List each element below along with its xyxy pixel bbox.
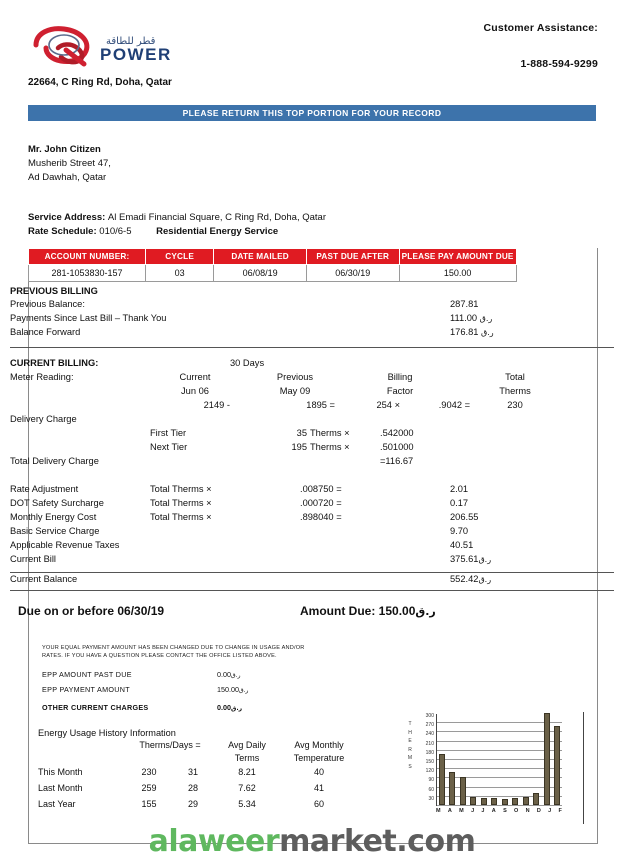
qatar-power-logo [28, 24, 193, 70]
meter-heading-row-1 [10, 372, 614, 386]
balance-forward-label: Balance Forward [10, 327, 81, 337]
th-amount-due: PLEASE PAY AMOUNT DUE [399, 249, 516, 265]
rate-adjustment-basis: Total Therms × [150, 484, 212, 494]
chart-y-tick: 150 [425, 759, 434, 765]
chart-y-axis-title-char: H [408, 729, 412, 736]
rate-adjustment-amount: 2.01 [450, 484, 469, 494]
epp-past-due-row [42, 670, 312, 685]
chart-y-axis-title-char: R [408, 746, 412, 753]
current-bill-amount [450, 554, 491, 564]
current-balance-currency: ر.ق [478, 575, 492, 584]
usage-col-avg-monthly: Avg Monthly [294, 740, 344, 750]
basic-service-label: Basic Service Charge [10, 526, 100, 536]
rate-schedule-description: Residential Energy Service [156, 226, 279, 237]
epp-notice-block [42, 644, 312, 660]
other-charges-amount: 0.00 [217, 703, 231, 712]
charge-row-monthly-energy-cost [10, 512, 614, 526]
charge-row-dot-safety-surcharge [10, 498, 614, 512]
meter-billing-factor: .9042 = [438, 400, 470, 410]
amount-due-currency: ر.ق [415, 605, 436, 618]
current-bill-label: Current Bill [10, 554, 56, 564]
chart-bar [512, 798, 518, 805]
customer-street: Musherib Street 47, [28, 158, 111, 169]
chart-y-tick: 60 [428, 786, 434, 793]
first-tier-row [10, 428, 614, 442]
current-balance-amount [450, 574, 491, 584]
payments-currency: ر.ق [479, 314, 493, 323]
meter-heading-row-2 [10, 386, 614, 400]
epp-payment-value [217, 685, 248, 694]
usage-col-temperature: Temperature [293, 753, 345, 763]
chart-gridline [437, 805, 562, 806]
chart-right-rule [583, 712, 584, 824]
customer-name: Mr. John Citizen [28, 144, 101, 155]
balance-forward-amount [450, 327, 494, 337]
last-year-therms: 155 [141, 799, 157, 809]
amount-due-value: 150.00 [378, 604, 416, 618]
usage-row-this-month [38, 767, 324, 783]
current-balance-row [10, 574, 614, 588]
col-head-billing: Billing [387, 372, 413, 382]
current-billing-title-row [10, 358, 614, 372]
usage-row-last-month [38, 783, 324, 799]
chart-x-axis-labels [436, 808, 562, 814]
current-bill-divider [10, 572, 614, 573]
usage-col-therms-days: Therms/Days = [139, 740, 201, 750]
watermark [0, 824, 624, 859]
chart-bar [439, 754, 445, 805]
chart-bars [439, 714, 560, 805]
charge-row-rate-adjustment [10, 484, 614, 498]
chart-bar [470, 797, 476, 805]
revenue-taxes-label: Applicable Revenue Taxes [10, 540, 120, 550]
chart-x-tick: N [525, 808, 530, 814]
previous-balance-label: Previous Balance: [10, 299, 85, 309]
chart-y-tick: 270 [425, 722, 434, 729]
td-past-due-after: 06/30/19 [306, 265, 399, 282]
payments-since-last-bill-row [10, 313, 614, 327]
next-tier-name: Next Tier [150, 442, 188, 452]
first-tier-name: First Tier [150, 428, 187, 438]
customer-assistance-label: Customer Assistance: [483, 22, 598, 34]
meter-difference: 254 × [376, 400, 400, 410]
logo-svg [28, 24, 193, 70]
chart-bar [449, 772, 455, 805]
current-balance-divider [10, 590, 614, 591]
usage-col-terms: Terms [234, 753, 260, 763]
charge-row-revenue-taxes [10, 540, 614, 554]
amount-due-label: Amount Due: [300, 604, 376, 618]
td-cycle: 03 [146, 265, 214, 282]
chart-bar [502, 799, 508, 805]
rate-adjustment-rate: .008750 = [300, 484, 342, 494]
last-year-days: 29 [187, 799, 198, 809]
rate-schedule-value: 010/6-5 [99, 226, 132, 237]
meter-reading-values-row [10, 400, 614, 414]
chart-y-tick: 180 [425, 749, 434, 756]
chart-y-axis-title-char: M [407, 755, 413, 761]
account-table-header-row [29, 249, 517, 265]
usage-col-avg-daily: Avg Daily [228, 740, 266, 750]
chart-y-axis-title [405, 720, 415, 771]
current-billing-section [0, 358, 624, 568]
epp-past-due-currency: ر.ق [231, 672, 241, 679]
meter-reading-label: Meter Reading: [10, 372, 74, 382]
previous-billing-section [0, 286, 624, 341]
last-month-label: Last Month [38, 783, 83, 793]
billing-period: 30 Days [230, 358, 265, 368]
monthly-energy-label: Monthly Energy Cost [10, 512, 97, 522]
other-charges-currency: ر.ق [231, 705, 243, 712]
return-top-portion-banner: PLEASE RETURN THIS TOP PORTION FOR YOUR RECORD [28, 105, 596, 121]
charge-row-basic-service-charge [10, 526, 614, 540]
epp-payment-label: EPP PAYMENT AMOUNT [42, 685, 130, 694]
delivery-charge-label: Delivery Charge [10, 414, 77, 424]
monthly-energy-basis: Total Therms × [150, 512, 212, 522]
chart-y-tick: 90 [428, 777, 434, 784]
total-delivery-charge-row [10, 456, 614, 470]
last-year-label: Last Year [38, 799, 76, 809]
col-head-previous: Previous [276, 372, 314, 382]
current-billing-title: CURRENT BILLING: [10, 358, 99, 368]
rate-schedule-row [28, 225, 624, 239]
usage-header-row-2 [38, 753, 345, 767]
current-bill-currency: ر.ق [478, 555, 492, 564]
chart-bar [523, 797, 529, 805]
energy-usage-history [38, 728, 345, 815]
chart-y-tick: 210 [425, 740, 434, 747]
th-cycle: CYCLE [146, 249, 214, 265]
td-date-mailed: 06/08/19 [214, 265, 307, 282]
chart-x-tick: A [491, 808, 496, 814]
last-month-days: 28 [187, 783, 198, 793]
chart-bar [554, 726, 560, 805]
first-tier-rate: .542000 [380, 428, 414, 438]
current-balance-label: Current Balance [10, 574, 78, 584]
usage-history-title: Energy Usage History Information [38, 728, 176, 738]
watermark-gray-text: market.com [279, 824, 476, 859]
page-header [0, 0, 624, 105]
monthly-energy-rate: .898040 = [300, 512, 342, 522]
account-summary-table [28, 248, 517, 282]
col-head-previous-date: May 09 [279, 386, 311, 396]
total-delivery-charge-label: Total Delivery Charge [10, 456, 99, 466]
this-month-therms: 230 [141, 767, 157, 777]
meter-current-reading: 2149 - [203, 400, 230, 410]
chart-x-tick: J [548, 808, 552, 814]
customer-address-block [28, 143, 624, 185]
chart-y-axis-title-char: S [408, 763, 412, 770]
balance-forward-value: 176.81 [450, 327, 479, 337]
th-past-due-after: PAST DUE AFTER [306, 249, 399, 265]
customer-city: Ad Dawhah, Qatar [28, 172, 107, 183]
chart-x-tick: J [481, 808, 485, 814]
chart-bar [460, 777, 466, 805]
logo-arabic-text: قطر للطاقة [106, 36, 156, 47]
chart-y-tick: 240 [425, 731, 434, 738]
chart-y-axis-title-char: E [408, 738, 412, 744]
current-bill-value: 375.61 [450, 554, 479, 564]
service-address-row [28, 211, 624, 225]
logo-wordmark: POWER [100, 45, 172, 64]
service-details-block [28, 211, 624, 239]
epp-past-due-amount: 0.00 [217, 670, 231, 679]
chart-y-axis-title-char: T [408, 721, 412, 727]
next-tier-qty: 195 [291, 442, 307, 452]
rate-schedule-label: Rate Schedule: [28, 226, 97, 237]
col-head-current-date: Jun 06 [181, 386, 209, 396]
first-tier-qty: 35 [296, 428, 307, 438]
this-month-avg-daily: 8.21 [238, 767, 256, 777]
chart-y-tick: 120 [425, 768, 434, 775]
chart-plot-area [436, 714, 562, 806]
payments-amount [450, 313, 492, 323]
chart-y-axis-ticks [415, 714, 435, 806]
epp-payment-currency: ر.ق [238, 687, 249, 694]
balance-forward-row [10, 327, 614, 341]
last-month-avg-daily: 7.62 [238, 783, 256, 793]
usage-row-last-year [38, 799, 324, 815]
previous-billing-title: PREVIOUS BILLING [10, 286, 98, 296]
previous-billing-divider [10, 347, 614, 348]
total-delivery-charge-value: =116.67 [380, 456, 414, 466]
chart-x-tick: J [471, 808, 475, 814]
dot-surcharge-amount: 0.17 [450, 498, 469, 508]
col-head-factor: Factor [386, 386, 414, 396]
last-year-avg-temp: 60 [313, 799, 324, 809]
th-account-number: ACCOUNT NUMBER: [29, 249, 146, 265]
other-current-charges-row [42, 703, 312, 718]
td-account-number: 281-1053830-157 [29, 265, 146, 282]
current-balance-value: 552.42 [450, 574, 479, 584]
td-amount-due: 150.00 [399, 265, 516, 282]
chart-bar [533, 793, 539, 805]
next-tier-row [10, 442, 614, 456]
epp-notice-text: YOUR EQUAL PAYMENT AMOUNT HAS BEEN CHANGED DUE TO CHANGE IN USAGE AND/OR RATES. IF YOU HAVE A QUESTION PLEASE CONTACT THE OFFICE LISTED ABOVE. [42, 645, 305, 659]
last-month-therms: 259 [141, 783, 157, 793]
other-charges-value [217, 703, 242, 712]
watermark-green-text: alaweer [148, 824, 280, 859]
due-date-text: Due on or before 06/30/19 [18, 604, 165, 618]
dot-surcharge-rate: .000720 = [300, 498, 342, 508]
chart-bar [491, 798, 497, 805]
chart-bar [544, 713, 550, 805]
service-address-value: Al Emadi Financial Square, C Ring Rd, Doha, Qatar [107, 212, 326, 223]
chart-x-tick: M [459, 808, 464, 814]
basic-service-amount: 9.70 [450, 526, 469, 536]
epp-payment-amount-row [42, 685, 312, 703]
chart-x-tick: S [503, 808, 507, 814]
account-table-value-row [29, 265, 517, 282]
this-month-label: This Month [38, 767, 83, 777]
amount-due-text [300, 604, 436, 618]
next-tier-unit: Therms × [310, 442, 350, 452]
this-month-avg-temp: 40 [313, 767, 324, 777]
col-head-current: Current [179, 372, 211, 382]
chart-x-tick: A [447, 808, 452, 814]
chart-y-tick: 30 [428, 795, 434, 802]
epp-past-due-value [217, 670, 240, 679]
previous-balance-amount [450, 299, 478, 309]
usage-header-row-1 [38, 740, 344, 753]
first-tier-unit: Therms × [310, 428, 350, 438]
revenue-taxes-amount: 40.51 [450, 540, 474, 550]
other-charges-label: OTHER CURRENT CHARGES [42, 703, 149, 712]
chart-bar [481, 798, 487, 805]
col-head-total: Total [505, 372, 525, 382]
epp-payment-amount: 150.00 [217, 685, 239, 694]
service-address-label: Service Address: [28, 212, 106, 223]
this-month-days: 31 [187, 767, 198, 777]
delivery-charge-label-row [10, 414, 614, 428]
dot-surcharge-label: DOT Safety Surcharge [10, 498, 104, 508]
monthly-energy-amount: 206.55 [450, 512, 479, 522]
meter-total-therms: 230 [507, 400, 523, 410]
charge-row-current-bill [10, 554, 614, 568]
th-date-mailed: DATE MAILED [214, 249, 307, 265]
company-address: 22664, C Ring Rd, Doha, Qatar [28, 77, 172, 88]
last-month-avg-temp: 41 [313, 783, 324, 793]
rate-adjustment-label: Rate Adjustment [10, 484, 79, 494]
epp-rows [42, 670, 312, 718]
chart-x-tick: F [558, 808, 562, 814]
payments-label: Payments Since Last Bill – Thank You [10, 313, 167, 323]
previous-balance-row [10, 299, 614, 313]
last-year-avg-daily: 5.34 [238, 799, 256, 809]
usage-history-chart [405, 712, 595, 824]
chart-x-tick: M [436, 808, 441, 814]
col-head-therms: Therms [499, 386, 531, 396]
previous-balance-value: 287.81 [450, 299, 479, 309]
dot-surcharge-basis: Total Therms × [150, 498, 212, 508]
chart-x-tick: O [514, 808, 519, 814]
chart-y-tick: 300 [425, 713, 434, 719]
customer-assistance-phone[interactable]: 1-888-594-9299 [520, 58, 598, 70]
chart-x-tick: D [536, 808, 541, 814]
meter-previous-reading: 1895 = [306, 400, 335, 410]
payments-value: 111.00 [450, 313, 478, 323]
current-balance-section [0, 574, 624, 588]
next-tier-rate: .501000 [380, 442, 414, 452]
epp-past-due-label: EPP AMOUNT PAST DUE [42, 670, 132, 679]
balance-forward-currency: ر.ق [481, 328, 494, 337]
